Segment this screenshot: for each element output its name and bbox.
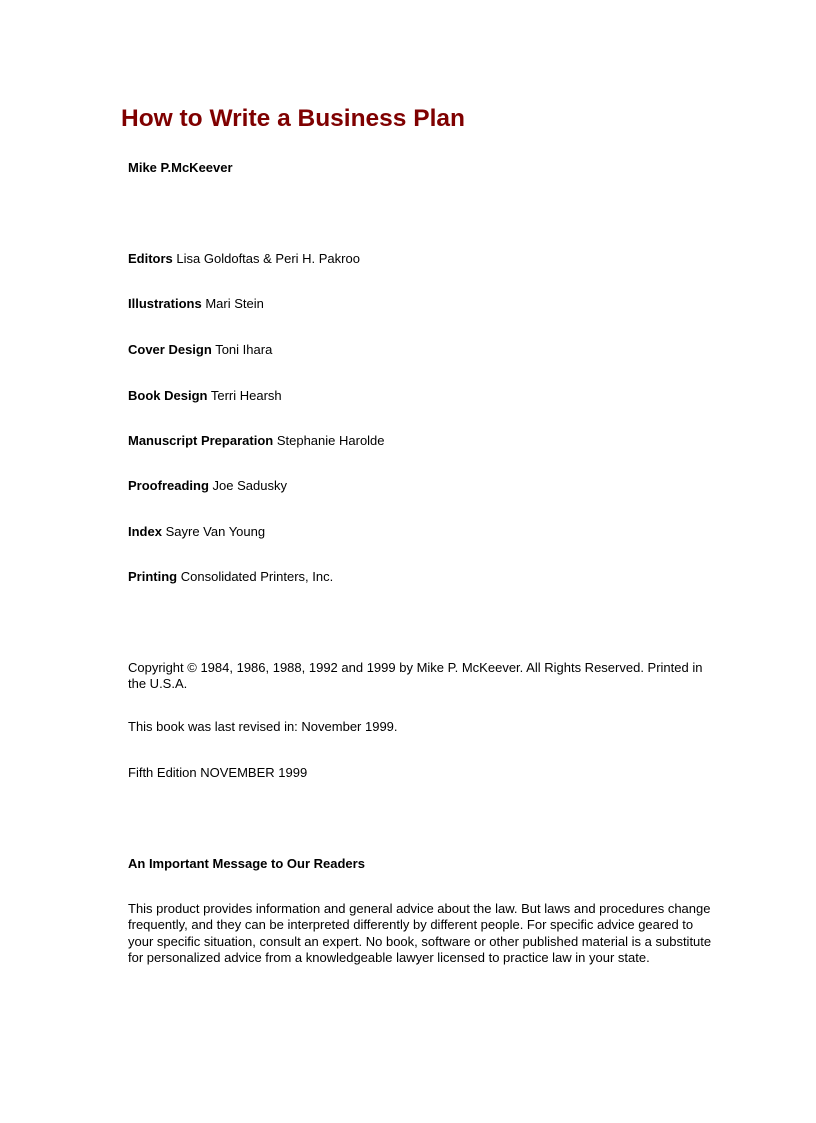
credit-value: Consolidated Printers, Inc. [180,569,334,584]
credit-role: Index [128,524,162,539]
credit-role: Editors [128,251,173,266]
credit-book-design [128,388,282,404]
credit-role: Illustrations [128,296,202,311]
message-body: This product provides information and general advice about the law. But laws and procedures change frequently, and they can be interpreted differently by different people. For specific advice geared to your specific situation, consult an expert. No book, software or other published material is a substitute for personalized advice from a knowledgeable lawyer licensed to practice law in your state. [128,901,712,965]
author-name: Mike P.McKeever [128,160,233,175]
credit-value: Lisa Goldoftas & Peri H. Pakroo [176,251,360,266]
credit-proofreading [128,478,287,494]
book-title: How to Write a Business Plan [121,105,465,132]
credit-editors [128,251,360,267]
credit-role: Proofreading [128,478,209,493]
credit-value: Stephanie Harolde [276,433,385,448]
credit-value: Sayre Van Young [165,524,266,539]
credit-index [128,524,265,540]
credit-role: Manuscript Preparation [128,433,274,448]
credit-printing [128,569,333,585]
copyright-notice: Copyright © 1984, 1986, 1988, 1992 and 1999 by Mike P. McKeever. All Rights Reserved. Printed in the U.S.A. [128,660,703,692]
edition-info: Fifth Edition NOVEMBER 1999 [128,765,308,780]
credit-value: Mari Stein [205,296,264,311]
credit-role: Cover Design [128,342,212,357]
credit-cover-design [128,342,272,358]
credit-illustrations [128,296,264,312]
credit-role: Book Design [128,388,208,403]
credit-role: Printing [128,569,178,584]
revision-date: This book was last revised in: November 1999. [128,719,398,734]
message-heading: An Important Message to Our Readers [128,856,365,871]
credit-manuscript-preparation [128,433,385,449]
credit-value: Terri Hearsh [210,388,282,403]
credit-value: Joe Sadusky [212,478,287,493]
credit-value: Toni Ihara [215,342,273,357]
